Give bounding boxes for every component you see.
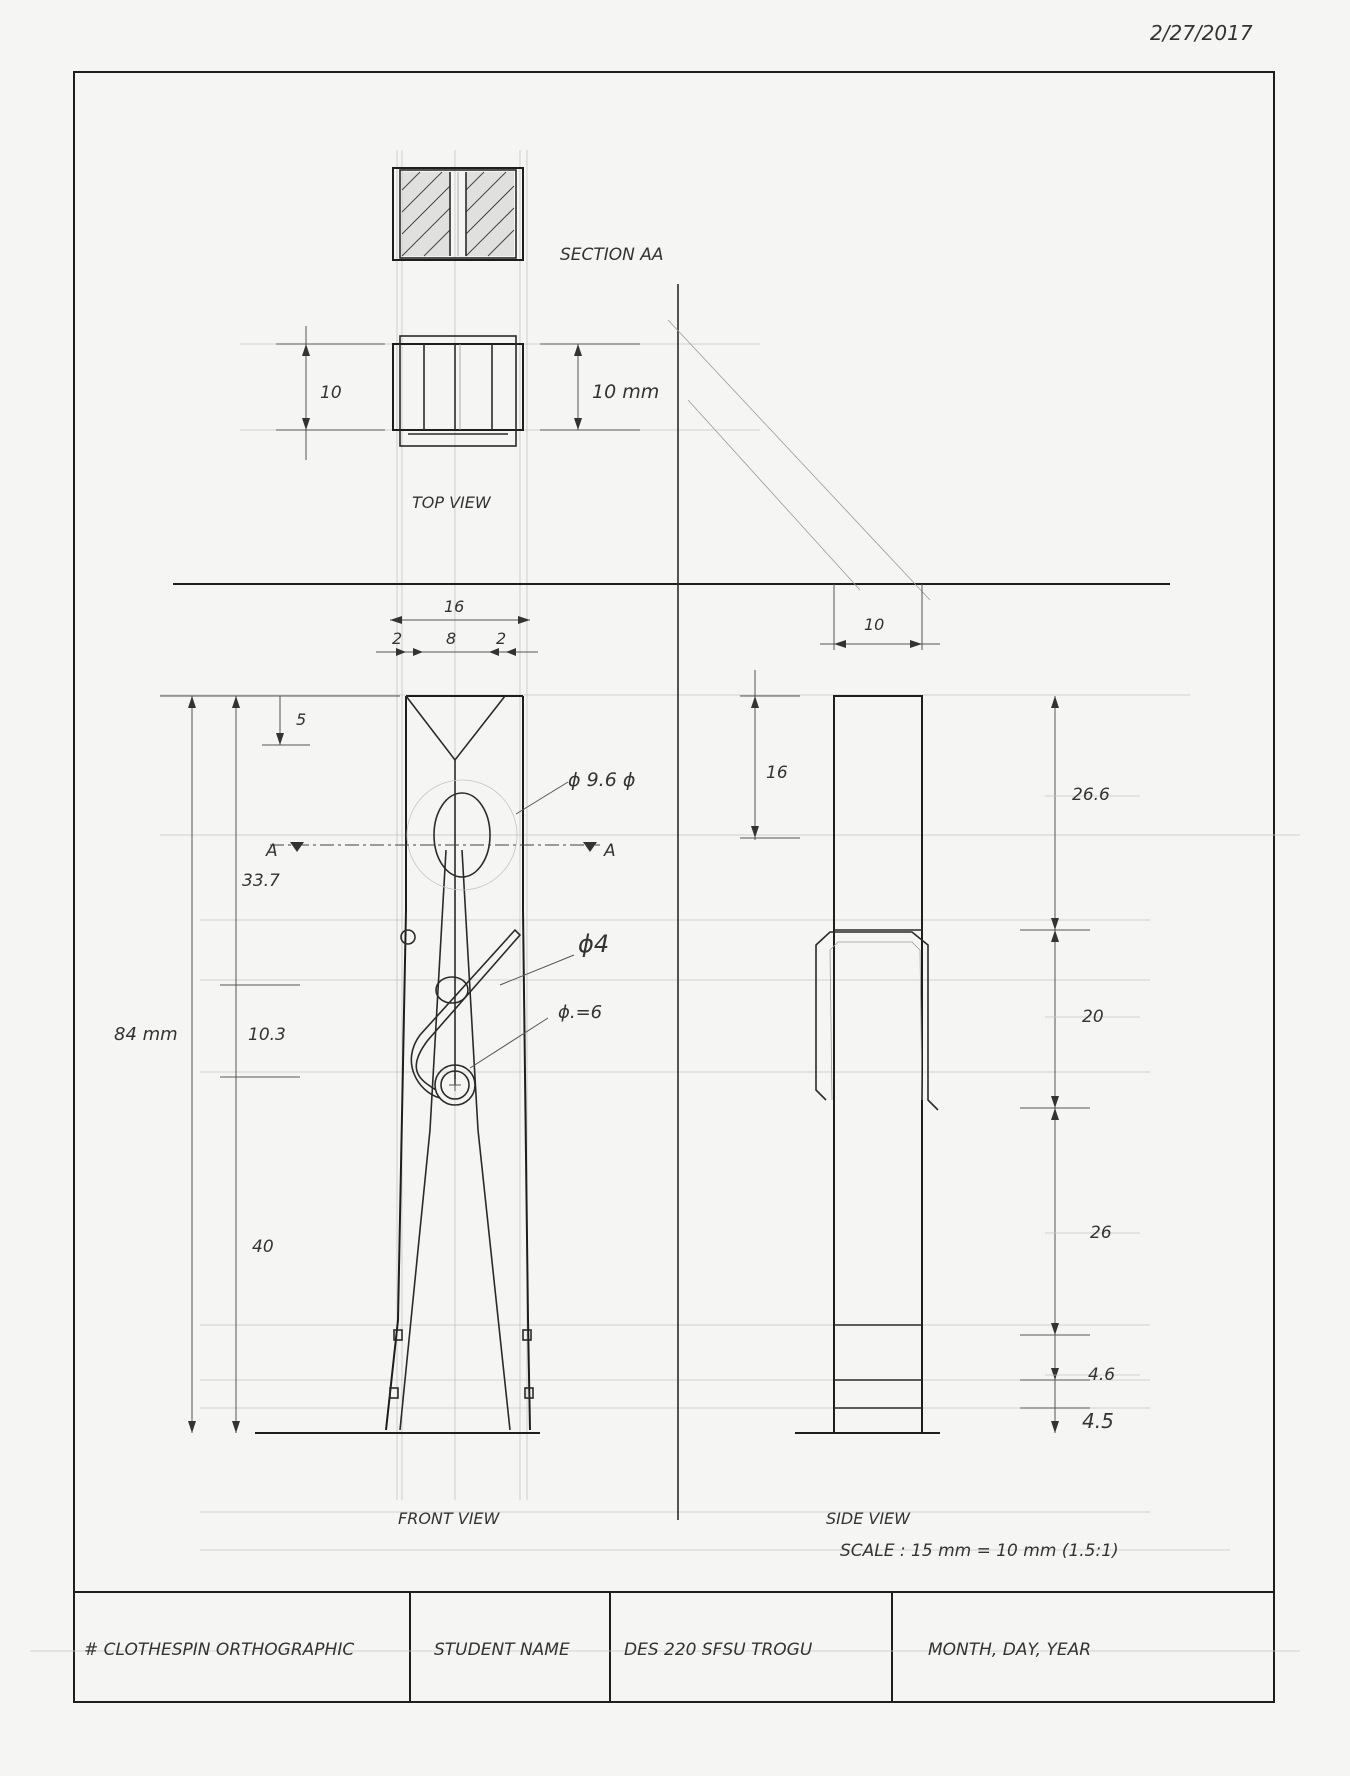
section-a-left: A	[266, 841, 278, 861]
front-view-spring	[401, 930, 520, 1105]
front-width-dim: 16	[444, 597, 465, 616]
top-view-left-dim: 10	[320, 383, 342, 403]
side-view-label: SIDE VIEW	[826, 1509, 910, 1528]
side-segment-5: 4.5	[1082, 1409, 1114, 1433]
side-upper-dim: 16	[766, 763, 788, 783]
front-top-offset-dim: 5	[296, 710, 307, 729]
section-aa-view	[393, 168, 664, 265]
side-segment-3: 26	[1090, 1223, 1112, 1243]
front-wire-dia: ϕ4	[578, 930, 610, 958]
construction-lines	[160, 150, 1300, 1550]
title-block-title: # CLOTHESPIN ORTHOGRAPHIC	[84, 1640, 355, 1660]
top-view	[276, 326, 659, 512]
side-view	[740, 584, 1140, 1561]
side-segment-2: 20	[1082, 1007, 1104, 1027]
front-coil-dia: ϕ.=6	[558, 1002, 603, 1023]
front-lower-jaw-dim: 40	[252, 1237, 274, 1257]
front-hole-dia: ϕ 9.6 ϕ	[568, 769, 636, 791]
front-view-label: FRONT VIEW	[398, 1509, 500, 1528]
front-middle-dim: 8	[446, 629, 457, 648]
sheet-date: 2/27/2017	[1150, 21, 1253, 45]
front-view	[114, 597, 635, 1528]
side-width-dim: 10	[864, 615, 885, 634]
side-segment-4: 4.6	[1088, 1365, 1116, 1385]
top-view-label: TOP VIEW	[412, 493, 491, 512]
front-right-edge-dim: 2	[496, 629, 507, 648]
section-a-right: A	[604, 841, 616, 861]
scale-note: SCALE : 15 mm = 10 mm (1.5:1)	[840, 1541, 1119, 1561]
title-block-date: MONTH, DAY, YEAR	[928, 1640, 1092, 1660]
side-segment-1: 26.6	[1072, 785, 1110, 805]
title-block-course: DES 220 SFSU TROGU	[624, 1640, 813, 1660]
front-upper-spring-dim: 10.3	[248, 1025, 286, 1045]
title-block	[30, 1592, 1300, 1702]
title-block-student: STUDENT NAME	[434, 1640, 570, 1660]
top-view-right-dim: 10 mm	[592, 381, 660, 403]
front-overall-height-dim: 84 mm	[114, 1024, 178, 1045]
front-section-mark-dim: 33.7	[242, 871, 280, 891]
front-left-edge-dim: 2	[392, 629, 403, 648]
section-aa-label: SECTION AA	[560, 245, 664, 265]
